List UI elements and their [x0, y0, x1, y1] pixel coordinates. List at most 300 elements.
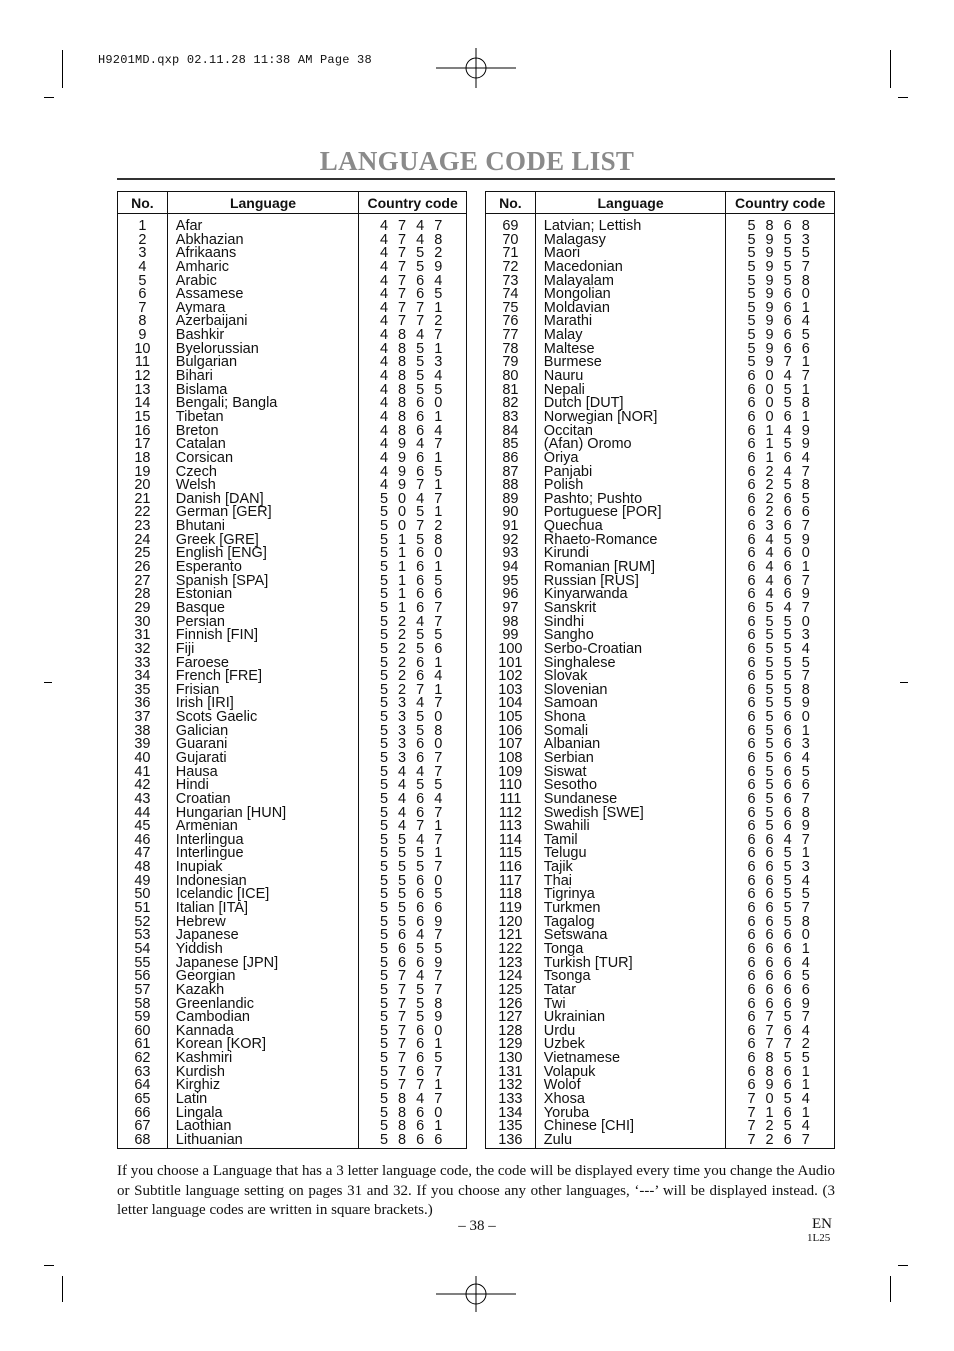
- row-number: 52: [134, 913, 151, 930]
- language-name: Tigrinya: [543, 886, 595, 903]
- country-code: 5 8 6 1: [379, 1118, 446, 1135]
- language-name: Italian [ITA]: [175, 900, 249, 917]
- row-number: 48: [134, 859, 151, 876]
- language-name: Marathi: [543, 313, 593, 330]
- language-name: Interlingue: [175, 845, 244, 862]
- row-number: 71: [502, 245, 519, 262]
- row-number: 95: [502, 572, 519, 589]
- row-number: 54: [134, 940, 151, 957]
- language-name: Corsican: [175, 449, 234, 466]
- language-name: Macedonian: [543, 258, 623, 275]
- row-number: 111: [499, 790, 522, 807]
- country-code: 6 5 6 4: [747, 749, 813, 766]
- row-number: 42: [134, 777, 151, 794]
- language-name: Uzbek: [543, 1036, 585, 1053]
- country-code: 5 1 5 8: [379, 531, 446, 548]
- row-number: 86: [502, 449, 519, 466]
- language-name: Hausa: [175, 763, 218, 780]
- country-code: 5 2 6 1: [379, 654, 446, 671]
- language-name: Yoruba: [543, 1104, 590, 1121]
- country-code: 5 4 7 1: [379, 818, 446, 835]
- row-number: 124: [498, 968, 523, 985]
- country-code: 5 7 6 1: [379, 1036, 446, 1053]
- row-number: 132: [498, 1077, 523, 1094]
- language-name: Serbo-Croatian: [543, 640, 643, 657]
- column-header-code: Country code: [359, 192, 467, 214]
- country-code: 6 5 5 3: [747, 627, 813, 644]
- language-name: Latin: [175, 1091, 208, 1107]
- language-name: Bihari: [175, 368, 213, 385]
- language-name: Slovak: [543, 668, 588, 685]
- country-code: 5 5 4 7: [379, 831, 446, 848]
- print-slug: H9201MD.qxp 02.11.28 11:38 AM Page 38: [98, 53, 372, 67]
- country-code: 5 1 6 1: [379, 559, 446, 576]
- column-code: [726, 214, 835, 1149]
- row-number: 37: [134, 709, 151, 726]
- country-code: 4 8 5 1: [379, 340, 446, 357]
- row-number: 11: [134, 354, 150, 371]
- row-number: 110: [498, 777, 522, 794]
- crop-mark: [44, 1265, 54, 1266]
- country-code: 4 7 6 4: [379, 272, 446, 289]
- row-number: 27: [134, 572, 151, 589]
- crop-mark: [890, 1276, 891, 1302]
- language-name: Lingala: [175, 1104, 223, 1121]
- row-number: 26: [134, 559, 151, 576]
- country-code: 6 6 6 9: [747, 995, 813, 1012]
- country-code: 6 6 5 3: [747, 859, 813, 876]
- language-name: Volapuk: [543, 1063, 596, 1080]
- language-name: German [GER]: [175, 504, 272, 521]
- language-name: Esperanto: [175, 559, 242, 576]
- language-name: French [FRE]: [175, 668, 263, 685]
- row-number: 104: [498, 695, 523, 712]
- country-code: 5 9 7 1: [747, 354, 813, 371]
- language-name: Lithuanian: [175, 1131, 243, 1148]
- country-code: 5 1 6 7: [379, 599, 446, 616]
- country-code: 4 8 5 4: [379, 368, 446, 385]
- row-number: 35: [134, 681, 151, 698]
- row-number: 28: [134, 586, 151, 603]
- row-number: 109: [498, 763, 523, 780]
- country-code: 6 2 4 7: [747, 463, 813, 480]
- language-name: Telugu: [543, 845, 587, 862]
- country-code: 4 9 6 5: [379, 463, 446, 480]
- language-name: Romanian [RUM]: [543, 559, 655, 576]
- row-number: 76: [502, 313, 519, 330]
- row-number: 5: [138, 272, 147, 289]
- language-name: Faroese: [175, 654, 229, 671]
- row-number: 108: [498, 749, 523, 766]
- row-number: 30: [134, 613, 151, 630]
- row-number: 97: [502, 599, 519, 616]
- row-number: 25: [134, 545, 151, 562]
- row-number: 134: [498, 1104, 523, 1121]
- language-code-table-left: [117, 191, 467, 1149]
- country-code: 4 9 7 1: [379, 477, 446, 494]
- country-code: 4 7 7 1: [379, 299, 446, 316]
- country-code: 6 6 6 1: [747, 940, 813, 957]
- language-name: Tamil: [543, 831, 578, 848]
- language-name: Afrikaans: [175, 245, 237, 262]
- language-name: Frisian: [175, 681, 220, 698]
- country-code: 5 6 6 9: [379, 954, 446, 971]
- row-number: 103: [498, 681, 523, 698]
- country-code: 6 6 5 7: [747, 900, 813, 917]
- row-number: 116: [498, 859, 522, 876]
- country-code: 4 7 7 2: [379, 313, 446, 330]
- row-number: 81: [502, 381, 519, 398]
- row-number: 129: [498, 1036, 523, 1053]
- language-name: Cambodian: [175, 1009, 250, 1026]
- column-language: [167, 214, 358, 1149]
- language-name: Fiji: [175, 640, 195, 657]
- row-number: 115: [498, 845, 522, 862]
- country-code: 7 2 6 7: [747, 1131, 813, 1148]
- language-name: Amharic: [175, 258, 229, 275]
- language-name: Welsh: [175, 477, 216, 494]
- row-number: 125: [498, 981, 523, 998]
- row-number: 6: [138, 286, 147, 303]
- country-code: 5 7 5 7: [379, 981, 446, 998]
- country-code: 6 4 6 1: [747, 559, 813, 576]
- country-code: 6 5 5 5: [747, 654, 813, 671]
- row-number: 98: [502, 613, 519, 630]
- crop-mark: [44, 97, 54, 98]
- row-number: 133: [498, 1091, 523, 1107]
- language-name: Swahili: [543, 818, 590, 835]
- country-code: 5 8 6 0: [379, 1104, 446, 1121]
- country-code: 5 9 5 8: [747, 272, 813, 289]
- row-number: 9: [138, 327, 147, 344]
- row-number: 88: [502, 477, 519, 494]
- row-number: 68: [134, 1131, 151, 1148]
- row-number: 10: [134, 340, 151, 357]
- row-number: 123: [498, 954, 523, 971]
- language-name: Hebrew: [175, 913, 226, 930]
- country-code: 4 7 5 2: [379, 245, 446, 262]
- country-code: 6 2 5 8: [747, 477, 813, 494]
- country-code: 5 9 6 0: [747, 286, 813, 303]
- row-number: 65: [134, 1091, 151, 1107]
- language-name: Malay: [543, 327, 583, 344]
- column-no: [118, 214, 168, 1149]
- row-number: 12: [134, 368, 151, 385]
- country-code: 7 2 5 4: [747, 1118, 813, 1135]
- country-code: 6 5 6 1: [747, 722, 813, 739]
- row-number: 87: [502, 463, 519, 480]
- row-number: 102: [498, 668, 523, 685]
- column-no: [486, 214, 536, 1149]
- row-number: 90: [502, 504, 519, 521]
- country-code: 4 8 5 5: [379, 381, 446, 398]
- country-code: 6 2 6 6: [747, 504, 813, 521]
- language-name: Abkhazian: [175, 231, 244, 248]
- country-code: 6 5 5 9: [747, 695, 813, 712]
- row-number: 23: [134, 518, 151, 535]
- language-name: Czech: [175, 463, 217, 480]
- row-number: 91: [502, 518, 519, 535]
- country-code: 5 0 4 7: [379, 490, 446, 507]
- document-code: 1L25: [807, 1232, 831, 1244]
- crop-mark: [900, 682, 908, 683]
- row-number: 51: [134, 900, 151, 917]
- footnote-text: If you choose a Language that has a 3 letter language code, the code will be displayed every time you change the Audio or Subtitle language setting on pages 31 and 32. If you choose any other languages, ‘---’ will be displayed instead. (3 letter language codes are written in square brackets.): [117, 1163, 835, 1218]
- column-header-code: Country code: [726, 192, 835, 214]
- country-code: 5 9 5 7: [747, 258, 813, 275]
- row-number: 56: [134, 968, 151, 985]
- country-code: 6 3 6 7: [747, 518, 813, 535]
- language-name: Basque: [175, 599, 225, 616]
- row-number: 4: [138, 258, 147, 275]
- country-code: 5 2 6 4: [379, 668, 446, 685]
- country-code: 6 5 6 6: [747, 777, 813, 794]
- registration-mark-icon: [436, 1276, 516, 1312]
- row-number: 72: [502, 258, 519, 275]
- country-code: 4 8 6 0: [379, 395, 446, 412]
- language-name: Occitan: [543, 422, 593, 439]
- language-name: Setswana: [543, 927, 608, 944]
- row-number: 128: [498, 1022, 523, 1039]
- row-number: 14: [134, 395, 151, 412]
- country-code: 4 8 6 1: [379, 408, 446, 425]
- language-name: Burmese: [543, 354, 602, 371]
- language-name: Siswat: [543, 763, 587, 780]
- language-name: Twi: [543, 995, 566, 1012]
- country-code: 5 2 4 7: [379, 613, 446, 630]
- language-name: Irish [IRI]: [175, 695, 234, 712]
- country-code: 5 1 6 0: [379, 545, 446, 562]
- country-code: 6 5 6 8: [747, 804, 813, 821]
- country-code: 6 5 5 4: [747, 640, 813, 657]
- country-code: 6 7 6 4: [747, 1022, 813, 1039]
- language-name: Tatar: [543, 981, 577, 998]
- country-code: 5 8 6 8: [747, 218, 813, 234]
- row-number: 84: [502, 422, 519, 439]
- crop-mark: [898, 1265, 908, 1266]
- row-number: 130: [498, 1050, 523, 1067]
- country-code: 5 1 6 5: [379, 572, 446, 589]
- language-name: Polish: [543, 477, 584, 494]
- country-code: 5 7 6 5: [379, 1050, 446, 1067]
- country-code: 4 8 5 3: [379, 354, 446, 371]
- row-number: 67: [134, 1118, 151, 1135]
- country-code: 4 7 6 5: [379, 286, 446, 303]
- row-number: 45: [134, 818, 151, 835]
- column-header-no: No.: [486, 192, 536, 214]
- language-name: Spanish [SPA]: [175, 572, 269, 589]
- row-number: 58: [134, 995, 151, 1012]
- row-number: 121: [498, 927, 523, 944]
- row-number: 70: [502, 231, 519, 248]
- language-name: Zulu: [543, 1131, 573, 1148]
- row-number: 113: [498, 818, 522, 835]
- row-number: 127: [498, 1009, 523, 1026]
- language-name: Bashkir: [175, 327, 225, 344]
- country-code: 5 5 5 7: [379, 859, 446, 876]
- row-number: 118: [498, 886, 522, 903]
- country-code: 5 5 6 5: [379, 886, 446, 903]
- language-name: Turkish [TUR]: [543, 954, 633, 971]
- language-name: (Afan) Oromo: [543, 436, 632, 453]
- language-name: Samoan: [543, 695, 598, 712]
- country-code: 5 4 6 7: [379, 804, 446, 821]
- language-name: Breton: [175, 422, 219, 439]
- page-title: LANGUAGE CODE LIST: [319, 146, 635, 176]
- language-name: Kinyarwanda: [543, 586, 628, 603]
- row-number: 17: [134, 436, 151, 453]
- language-name: Tonga: [543, 940, 584, 957]
- language-name: Guarani: [175, 736, 228, 753]
- country-code: 5 5 6 9: [379, 913, 446, 930]
- country-code: 5 4 5 5: [379, 777, 446, 794]
- language-name: Quechua: [543, 518, 603, 535]
- row-number: 47: [134, 845, 151, 862]
- row-number: 107: [498, 736, 523, 753]
- country-code: 5 3 5 8: [379, 722, 446, 739]
- row-number: 94: [502, 559, 519, 576]
- language-name: Kazakh: [175, 981, 225, 998]
- country-code: 6 6 4 7: [747, 831, 813, 848]
- language-name: Albanian: [543, 736, 601, 753]
- language-name: Vietnamese: [543, 1050, 621, 1067]
- country-code: 5 3 6 0: [379, 736, 446, 753]
- country-code: 6 2 6 5: [747, 490, 813, 507]
- language-name: Yiddish: [175, 940, 223, 957]
- row-number: 78: [502, 340, 519, 357]
- row-number: 126: [498, 995, 523, 1012]
- language-name: Russian [RUS]: [543, 572, 639, 589]
- row-number: 41: [134, 763, 151, 780]
- row-number: 2: [138, 231, 147, 248]
- row-number: 61: [134, 1036, 151, 1053]
- language-name: Urdu: [543, 1022, 576, 1039]
- country-code: 6 0 5 1: [747, 381, 813, 398]
- language-name: Slovenian: [543, 681, 608, 698]
- row-number: 31: [134, 627, 151, 644]
- row-number: 119: [498, 900, 522, 917]
- row-number: 106: [498, 722, 523, 739]
- country-code: 6 5 6 0: [747, 709, 813, 726]
- language-name: Galician: [175, 722, 229, 739]
- crop-mark: [44, 682, 52, 683]
- language-name: Sangho: [543, 627, 594, 644]
- country-code: 5 9 6 1: [747, 299, 813, 316]
- language-name: Byelorussian: [175, 340, 259, 357]
- row-number: 89: [502, 490, 519, 507]
- row-number: 46: [134, 831, 151, 848]
- language-code-table-right: [485, 191, 835, 1149]
- language-name: Sesotho: [543, 777, 598, 794]
- language-name: Portuguese [POR]: [543, 504, 662, 521]
- country-code: 4 7 4 7: [379, 218, 446, 234]
- country-code: 6 6 6 0: [747, 927, 813, 944]
- language-name: Tibetan: [175, 408, 224, 425]
- row-number: 73: [502, 272, 519, 289]
- language-name: Arabic: [175, 272, 217, 289]
- country-code: 5 9 6 4: [747, 313, 813, 330]
- language-name: Laothian: [175, 1118, 232, 1135]
- country-code: 6 4 6 7: [747, 572, 813, 589]
- language-name: Turkmen: [543, 900, 601, 917]
- country-code: 5 7 6 7: [379, 1063, 446, 1080]
- language-name: Oriya: [543, 449, 579, 466]
- language-name: Somali: [543, 722, 589, 739]
- row-number: 15: [134, 408, 151, 425]
- language-name: Estonian: [175, 586, 233, 603]
- country-code: 5 3 5 0: [379, 709, 446, 726]
- country-code: 5 3 6 7: [379, 749, 446, 766]
- row-number: 114: [498, 831, 522, 848]
- row-number: 96: [502, 586, 519, 603]
- language-name: Japanese [JPN]: [175, 954, 279, 971]
- country-code: 5 7 5 9: [379, 1009, 446, 1026]
- language-name: Rhaeto-Romance: [543, 531, 658, 548]
- row-number: 60: [134, 1022, 151, 1039]
- language-name: Azerbaijani: [175, 313, 248, 330]
- country-code: 6 6 6 6: [747, 981, 813, 998]
- row-number: 38: [134, 722, 151, 739]
- column-code: [359, 214, 467, 1149]
- row-number: 1: [138, 218, 147, 234]
- language-name: Kurdish: [175, 1063, 225, 1080]
- crop-mark: [62, 50, 63, 88]
- row-number: 40: [134, 749, 151, 766]
- language-name: Kannada: [175, 1022, 234, 1039]
- country-code: 7 1 6 1: [747, 1104, 813, 1121]
- row-number: 18: [134, 449, 151, 466]
- country-code: 5 0 5 1: [379, 504, 446, 521]
- language-name: Bislama: [175, 381, 228, 398]
- country-code: 5 7 6 0: [379, 1022, 446, 1039]
- column-header-language: Language: [535, 192, 726, 214]
- row-number: 101: [498, 654, 523, 671]
- row-number: 64: [134, 1077, 151, 1094]
- country-code: 6 4 6 0: [747, 545, 813, 562]
- country-code: 6 1 4 9: [747, 422, 813, 439]
- crop-mark: [898, 97, 908, 98]
- language-name: Swedish [SWE]: [543, 804, 644, 821]
- row-number: 39: [134, 736, 151, 753]
- crop-mark: [62, 1276, 63, 1302]
- row-number: 93: [502, 545, 519, 562]
- country-code: 6 6 5 1: [747, 845, 813, 862]
- language-name: Persian: [175, 613, 225, 630]
- country-code: 4 9 6 1: [379, 449, 446, 466]
- language-name: Greenlandic: [175, 995, 254, 1012]
- country-code: 6 5 5 7: [747, 668, 813, 685]
- country-code: 5 9 5 3: [747, 231, 813, 248]
- row-number: 82: [502, 395, 519, 412]
- country-code: 6 5 6 5: [747, 763, 813, 780]
- country-code: 5 8 6 6: [379, 1131, 446, 1148]
- language-name: Armenian: [175, 818, 238, 835]
- language-name: Assamese: [175, 286, 244, 303]
- title-rule: [117, 178, 835, 180]
- country-code: 6 6 6 4: [747, 954, 813, 971]
- language-name: Nauru: [543, 368, 584, 385]
- row-number: 44: [134, 804, 151, 821]
- row-number: 85: [502, 436, 519, 453]
- language-name: English [ENG]: [175, 545, 267, 562]
- row-number: 66: [134, 1104, 151, 1121]
- language-name: Serbian: [543, 749, 594, 766]
- row-number: 99: [502, 627, 519, 644]
- country-code: 6 6 6 5: [747, 968, 813, 985]
- language-name: Maltese: [543, 340, 595, 357]
- row-number: 19: [134, 463, 151, 480]
- country-code: 5 9 5 5: [747, 245, 813, 262]
